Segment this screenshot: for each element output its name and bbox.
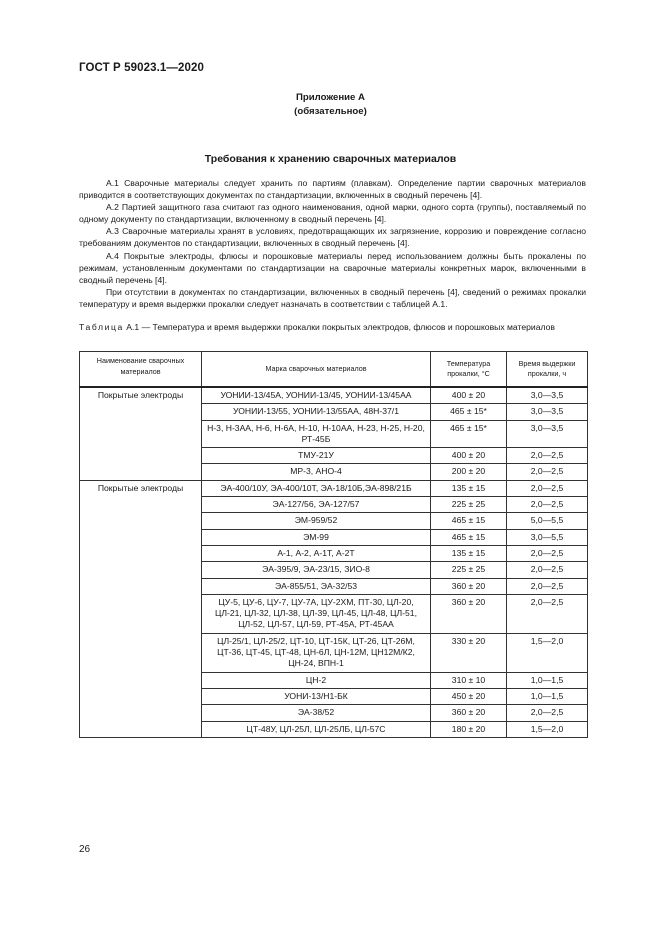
hold-time-cell: 2,0—2,5: [507, 480, 588, 496]
column-header-temperature: Температура прокалки, °С: [431, 352, 507, 388]
table-caption: [79, 321, 589, 333]
hold-time-cell: 1,5—2,0: [507, 721, 588, 737]
hold-time-cell: 3,0—3,5: [507, 387, 588, 404]
material-mark-cell: ЭА-400/10У, ЭА-400/10Т, ЭА-18/10Б,ЭА-898/21Б: [202, 480, 431, 496]
material-mark-cell: ЭМ-959/52: [202, 513, 431, 529]
hold-time-cell: 1,0—1,5: [507, 672, 588, 688]
column-header-material-mark: Марка сварочных материалов: [202, 352, 431, 388]
document-id: ГОСТ Р 59023.1—2020: [79, 62, 204, 74]
column-header-material-name: Наименование сварочных материалов: [80, 352, 202, 388]
temperature-cell: 400 ± 20: [431, 387, 507, 404]
table-row: [80, 480, 588, 496]
temperature-cell: 200 ± 20: [431, 464, 507, 480]
temperature-cell: 180 ± 20: [431, 721, 507, 737]
material-mark-cell: А-1, А-2, А-1Т, А-2Т: [202, 545, 431, 561]
temperature-cell: 135 ± 15: [431, 545, 507, 561]
material-type-cell: Покрытые электроды: [80, 387, 202, 480]
temperature-cell: 360 ± 20: [431, 594, 507, 633]
temperature-cell: 465 ± 15*: [431, 404, 507, 420]
temperature-cell: 465 ± 15*: [431, 420, 507, 448]
hold-time-cell: 2,0—2,5: [507, 464, 588, 480]
hold-time-cell: 2,0—2,5: [507, 545, 588, 561]
hold-time-cell: 1,0—1,5: [507, 688, 588, 704]
hold-time-cell: 3,0—3,5: [507, 420, 588, 448]
material-mark-cell: ЦТ-48У, ЦЛ-25Л, ЦЛ-25ЛБ, ЦЛ-57С: [202, 721, 431, 737]
hold-time-cell: 2,0—2,5: [507, 578, 588, 594]
paragraph-a1: А.1 Сварочные материалы следует хранить по партиям (плавкам). Определение партии сварочных материалов приводится в соответствующих документах по стандартизации, включенных в сводный перечень [4].: [79, 178, 586, 201]
material-type-cell: Покрытые электроды: [80, 480, 202, 737]
annex-status: (обязательное): [294, 106, 367, 117]
table-body: [80, 387, 588, 737]
page-number: 26: [79, 844, 91, 855]
section-title: Требования к хранению сварочных материалов: [204, 153, 457, 165]
paragraph-a3: А.3 Сварочные материалы хранят в условиях, предотвращающих их загрязнение, коррозию и повреждение согласно требованиям документов по стандартизации, включенных в сводный перечень [4].: [79, 226, 586, 249]
material-mark-cell: УОНИИ-13/45А, УОНИИ-13/45, УОНИИ-13/45АА: [202, 387, 431, 404]
temperature-cell: 360 ± 20: [431, 705, 507, 721]
temperature-cell: 225 ± 25: [431, 497, 507, 513]
temperature-cell: 465 ± 15: [431, 513, 507, 529]
hold-time-cell: 2,0—2,5: [507, 705, 588, 721]
hold-time-cell: 5,0—5,5: [507, 513, 588, 529]
material-mark-cell: ЭМ-99: [202, 529, 431, 545]
hold-time-cell: 2,0—2,5: [507, 448, 588, 464]
hold-time-cell: 2,0—2,5: [507, 562, 588, 578]
hold-time-cell: 3,0—3,5: [507, 404, 588, 420]
hold-time-cell: 2,0—2,5: [507, 497, 588, 513]
hold-time-cell: 2,0—2,5: [507, 594, 588, 633]
temperature-cell: 310 ± 10: [431, 672, 507, 688]
material-mark-cell: ЭА-38/52: [202, 705, 431, 721]
material-mark-cell: УОНИ-13/Н1-БК: [202, 688, 431, 704]
table-header-row: [80, 352, 588, 388]
paragraph-a2: А.2 Партией защитного газа считают газ одного наименования, одной марки, одного сорта (группы), поставляемый по одному документу по стандартизации, включенному в сводный перечень [4].: [79, 202, 586, 225]
temperature-cell: 400 ± 20: [431, 448, 507, 464]
material-mark-cell: ЦЛ-25/1, ЦЛ-25/2, ЦТ-10, ЦТ-15К, ЦТ-26, ЦТ-26М, ЦТ-36, ЦТ-45, ЦТ-48, ЦН-6Л, ЦН-12М, ЦН12М/К2, ЦН-24, ВПН-1: [202, 633, 431, 672]
paragraph-a4: А.4 Покрытые электроды, флюсы и порошковые материалы перед использованием должны быть прокалены по режимам, установленным документами по стандартизации на сварочные материалы конкретных марок, включенными в сводный перечень [4].: [79, 250, 586, 285]
column-header-hold-time: Время выдержки прокалки, ч: [507, 352, 588, 388]
annex-heading: [0, 91, 661, 119]
table-caption-prefix: Таблица: [79, 322, 124, 332]
material-mark-cell: ЭА-855/51, ЭА-32/53: [202, 578, 431, 594]
paragraph-a4-note: При отсутствии в документах по стандартизации, включенных в сводный перечень [4], сведений о режимах прокалки температуру и время выдержки прокалки следует назначать в соответствии с таблицей А.1.: [79, 286, 586, 309]
body-text: [79, 177, 586, 310]
material-mark-cell: ЭА-395/9, ЭА-23/15, ЗИО-8: [202, 562, 431, 578]
material-mark-cell: ЦН-2: [202, 672, 431, 688]
table-caption-text: А.1 — Температура и время выдержки прокалки покрытых электродов, флюсов и порошковых материалов: [123, 322, 555, 332]
table-row: [80, 387, 588, 404]
temperature-cell: 450 ± 20: [431, 688, 507, 704]
temperature-cell: 465 ± 15: [431, 529, 507, 545]
temperature-cell: 360 ± 20: [431, 578, 507, 594]
hold-time-cell: 1,5—2,0: [507, 633, 588, 672]
material-mark-cell: ЭА-127/56, ЭА-127/57: [202, 497, 431, 513]
material-mark-cell: ЦУ-5, ЦУ-6, ЦУ-7, ЦУ-7А, ЦУ-2ХМ, ПТ-30, ЦЛ-20, ЦЛ-21, ЦЛ-32, ЦЛ-38, ЦЛ-39, ЦЛ-45, ЦЛ-48, ЦЛ-51, ЦЛ-52, ЦЛ-57, ЦЛ-59, РТ-45А, РТ-45АА: [202, 594, 431, 633]
material-mark-cell: УОНИИ-13/55, УОНИИ-13/55АА, 48Н-37/1: [202, 404, 431, 420]
material-mark-cell: Н-3, Н-3АА, Н-6, Н-6А, Н-10, Н-10АА, Н-23, Н-25, Н-20, РТ-45Б: [202, 420, 431, 448]
temperature-cell: 225 ± 25: [431, 562, 507, 578]
annex-title: Приложение А: [296, 92, 365, 103]
material-mark-cell: ТМУ-21У: [202, 448, 431, 464]
material-mark-cell: МР-3, АНО-4: [202, 464, 431, 480]
annealing-table: [79, 351, 588, 738]
hold-time-cell: 3,0—5,5: [507, 529, 588, 545]
temperature-cell: 135 ± 15: [431, 480, 507, 496]
temperature-cell: 330 ± 20: [431, 633, 507, 672]
